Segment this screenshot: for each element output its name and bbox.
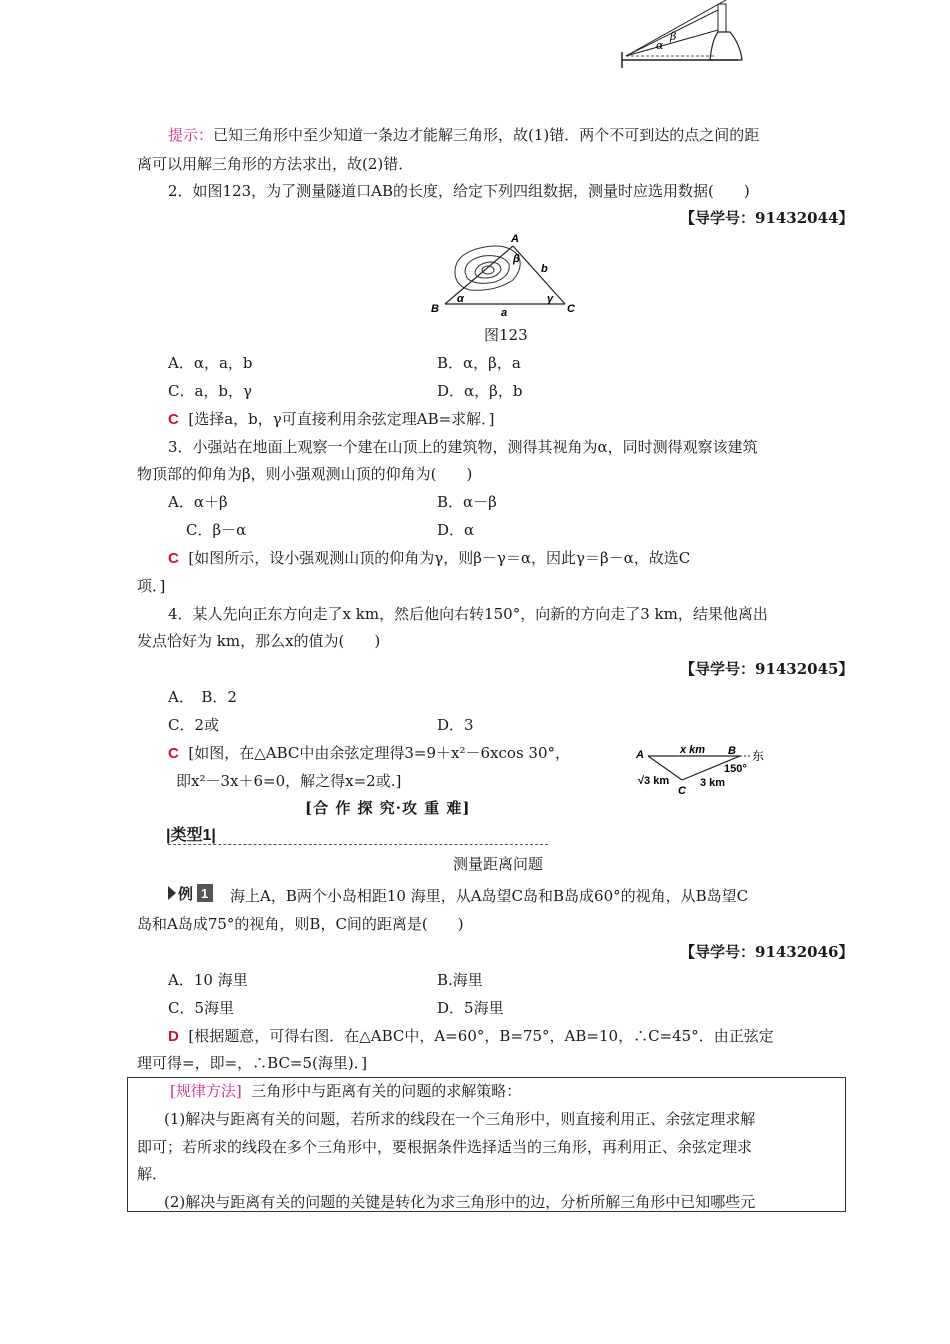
svg-text:1: 1 — [201, 886, 209, 901]
hint-label: 提示： — [168, 126, 214, 144]
alpha-label: α — [656, 39, 664, 52]
method-title-line: [规律方法] 三角形中与距离有关的问题的求解策略： — [170, 1082, 522, 1100]
q3-answer-line: C [如图所示，设小强观测山顶的仰角为γ，则β－γ＝α，因此γ＝β－α，故选C — [168, 549, 691, 567]
point-A: A — [511, 233, 519, 245]
q2-answer: C — [168, 411, 179, 428]
q2-option-c: C．a，b，γ — [168, 382, 252, 400]
point-B: B — [431, 303, 439, 315]
example-option-a: A．10 海里 — [168, 971, 248, 989]
point-C: C — [567, 303, 575, 315]
example-tag — [168, 883, 214, 903]
q4-answer: C — [168, 745, 179, 762]
example-option-b: B.海里 — [437, 971, 483, 989]
hint-line-2: 离可以用解三角形的方法求出，故(2)错． — [137, 155, 414, 173]
method-p1-line-3: 解． — [137, 1165, 168, 1183]
q2-answer-line: C [选择a，b，γ可直接利用余弦定理AB=求解．] — [168, 410, 495, 428]
q2-option-a: A．α，a，b — [168, 354, 253, 372]
tunnel-triangle-figure — [425, 232, 585, 320]
q3-line-1: 3．小强站在地面上观察一个建在山顶上的建筑物，测得其视角为α，同时测得观察该建筑 — [168, 438, 758, 456]
walk-triangle-figure — [632, 742, 772, 796]
q3-option-d: D．α — [437, 521, 475, 539]
section-title: [合 作 探 究·攻 重 难] — [305, 799, 471, 817]
side-a: a — [501, 307, 508, 319]
example-ref: 【导学号：91432046】 — [680, 943, 854, 961]
walk-point-A: A — [636, 749, 644, 761]
method-p2-line-1: (2)解决与距离有关的问题的关键是转化为求三角形中的边，分析所解三角形中已知哪些元 — [164, 1193, 756, 1211]
example-explain-2: 理可得=，即=，∴BC=5(海里)．] — [137, 1054, 368, 1072]
q4-line-2: 发点恰好为 km，那么x的值为( ) — [137, 632, 381, 650]
walk-angle: 150° — [724, 763, 747, 775]
example-answer-line: D [根据题意，可得右图．在△ABC中，A=60°，B=75°，AB=10，∴C=45°．由正弦定 — [168, 1027, 774, 1045]
q2-ref: 【导学号：91432044】 — [680, 209, 854, 227]
type-label: |类型1| — [166, 827, 216, 844]
figure-123-caption: 图123 — [484, 326, 528, 344]
q3-option-a: A．α＋β — [168, 493, 228, 511]
type-divider — [168, 844, 548, 845]
walk-xkm: x km — [680, 744, 706, 756]
beta-label: β — [670, 30, 677, 43]
walk-point-B: B — [728, 745, 736, 757]
mountain-building-figure — [618, 0, 748, 72]
q2-option-d: D．α，β，b — [437, 382, 523, 400]
q4-option-d: D．3 — [437, 716, 474, 734]
q4-explain-2: 即x²－3x＋6=0，解之得x=2或.] — [176, 772, 402, 790]
q3-option-c: C．β－α — [186, 521, 247, 539]
section-subtitle: 测量距离问题 — [453, 855, 544, 873]
angle-gamma: γ — [547, 293, 554, 305]
q4-ref: 【导学号：91432045】 — [680, 660, 854, 678]
q4-option-a: A． B．2 — [168, 688, 237, 706]
q4-answer-line: C [如图，在△ABC中由余弦定理得3=9＋x²－6xcos 30°， — [168, 744, 571, 762]
example-option-c: C．5海里 — [168, 999, 235, 1017]
svg-text:例: 例 — [178, 885, 194, 903]
q3-option-b: B．α－β — [437, 493, 497, 511]
q4-line-1: 4．某人先向正东方向走了x km，然后他向右转150°，向新的方向走了3 km，结果他离出 — [168, 605, 768, 623]
walk-east: 东 — [752, 749, 765, 763]
method-p1-line-1: (1)解决与距离有关的问题，若所求的线段在一个三角形中，则直接利用正、余弦定理求解 — [164, 1110, 756, 1128]
q3-explain-2: 项．] — [137, 577, 166, 595]
example-answer: D — [168, 1028, 179, 1045]
q2-stem: 2．如图123，为了测量隧道口AB的长度，给定下列四组数据，测量时应选用数据( ) — [168, 182, 750, 200]
example-option-d: D．5海里 — [437, 999, 504, 1017]
method-label: [规律方法] — [170, 1082, 242, 1100]
hint-line-1: 提示：已知三角形中至少知道一条边才能解三角形，故(1)错．两个不可到达的点之间的距 — [168, 126, 760, 144]
example-line-2: 岛和A岛成75°的视角，则B，C间的距离是( ) — [137, 915, 464, 933]
method-p1-line-2: 即可；若所求的线段在多个三角形中，要根据条件选择适当的三角形，再利用正、余弦定理求 — [137, 1138, 753, 1156]
walk-sqrt3: √3 km — [638, 775, 670, 787]
q3-line-2: 物顶部的仰角为β，则小强观测山顶的仰角为( ) — [137, 465, 473, 483]
walk-point-C: C — [678, 785, 686, 796]
walk-three: 3 km — [700, 777, 726, 789]
angle-beta: β — [513, 253, 520, 265]
example-line-1: 海上A，B两个小岛相距10 海里，从A岛望C岛和B岛成60°的视角，从B岛望C — [230, 887, 749, 905]
q2-option-b: B．α，β，a — [437, 354, 521, 372]
q4-option-c: C．2或 — [168, 716, 220, 734]
angle-alpha: α — [457, 293, 464, 305]
side-b: b — [541, 263, 548, 275]
q3-answer: C — [168, 550, 179, 567]
